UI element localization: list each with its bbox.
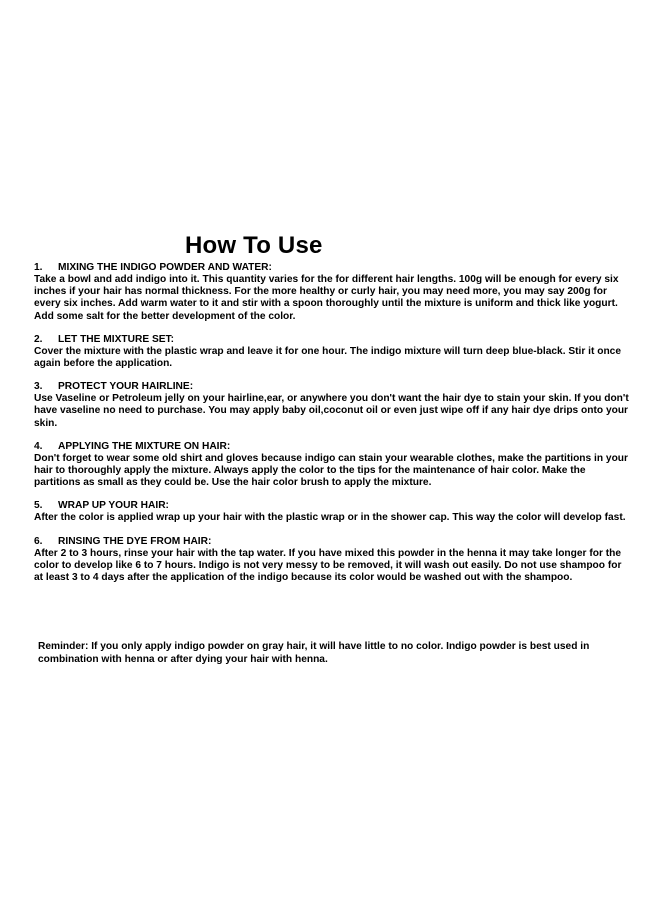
step-title: APPLYING THE MIXTURE ON HAIR: xyxy=(58,440,231,452)
step-heading xyxy=(34,381,632,393)
step-title: LET THE MIXTURE SET: xyxy=(58,333,175,345)
step-number: 6. xyxy=(34,535,43,547)
step-body: Cover the mixture with the plastic wrap and leave it for one hour. The indigo mixture will turn deep blue-black. Stir it once again before the application. xyxy=(34,345,622,370)
step-title: PROTECT YOUR HAIRLINE: xyxy=(58,381,194,393)
step-body: After the color is applied wrap up your hair with the plastic wrap or in the shower cap. This way the color will develop fast. xyxy=(34,512,626,524)
step-heading xyxy=(34,334,632,346)
step-body: After 2 to 3 hours, rinse your hair with the tap water. If you have mixed this powder in the henna it may take longer for the color to develop like 6 to 7 hours. Indigo is not very messy to be removed, it will wash out easily. Do not use shampoo for at least 3 to 4 days after the application of the indigo because its color would be washed out with the shampoo. xyxy=(34,547,622,584)
instruction-step-5 xyxy=(34,500,632,524)
step-heading xyxy=(34,536,632,548)
instruction-step-4 xyxy=(34,441,632,490)
step-body: Don't forget to wear some old shirt and gloves because indigo can stain your wearable clothes, make the partitions in your hair to thoroughly apply the mixture. Always apply the color to the tips for the maintenance of hair color. Make the partitions as small as they could be. Use the hair color brush to apply the mixture. xyxy=(34,452,628,489)
step-number: 1. xyxy=(34,262,43,273)
reminder-note: Reminder: If you only apply indigo powder on gray hair, it will have little to no color. Indigo powder is best used in combination with henna or after dying your hair with henna. xyxy=(38,641,590,665)
step-number: 4. xyxy=(34,440,43,452)
step-title: RINSING THE DYE FROM HAIR: xyxy=(58,535,212,547)
step-heading xyxy=(34,441,632,453)
instruction-step-1 xyxy=(34,262,632,323)
step-title: MIXING THE INDIGO POWDER AND WATER: xyxy=(58,262,272,273)
step-body: Take a bowl and add indigo into it. This quantity varies for the for different hair lengths. 100g will be enough for every six inches if your hair has normal thickness. For the more healthy or curly hair, you may need more, you may say 200g for every six inches. Add warm water to it and stir with a spoon thoroughly until the mixture is uniform and thick like yogurt. Add some salt for the better development of the color. xyxy=(34,274,619,322)
instructions-list xyxy=(34,262,632,595)
step-heading xyxy=(34,500,632,512)
instruction-step-3 xyxy=(34,381,632,430)
step-heading xyxy=(34,262,632,274)
step-number: 2. xyxy=(34,333,43,345)
step-number: 3. xyxy=(34,381,43,393)
instruction-step-2 xyxy=(34,334,632,370)
step-number: 5. xyxy=(34,500,43,512)
instruction-step-6 xyxy=(34,536,632,585)
step-title: WRAP UP YOUR HAIR: xyxy=(58,500,169,512)
step-body: Use Vaseline or Petroleum jelly on your hairline,ear, or anywhere you don't want the hair dye to stain your skin. If you don't have vaseline no need to purchase. You may apply baby oil,coconut oil or even just wipe off if any hair dye drips onto your skin. xyxy=(34,393,629,429)
page-title: How To Use xyxy=(185,232,323,259)
